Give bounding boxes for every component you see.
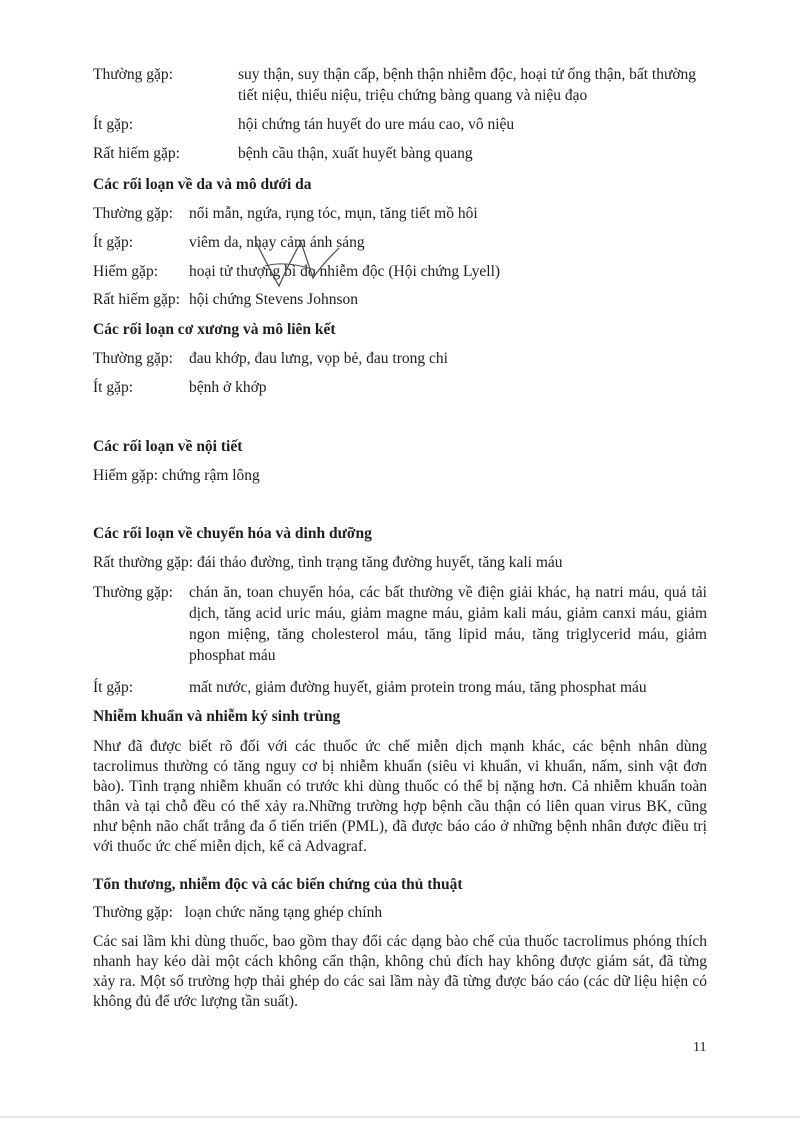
endocrine-heading: Các rối loạn về nội tiết: [93, 438, 243, 455]
metabolism-very-common-label: Rất thường gặp:: [93, 554, 194, 571]
skin-very-rare-text: hội chứng Stevens Johnson: [189, 291, 358, 308]
skin-very-rare-label: Rất hiếm gặp:: [93, 291, 180, 308]
injury-common-text: loạn chức năng tạng ghép chính: [184, 904, 383, 921]
metabolism-very-common-line: [93, 553, 563, 573]
skin-rare-text: hoại tử thượng bì do nhiễm độc (Hội chứng Lyell): [189, 263, 501, 280]
musculo-uncommon-text: bệnh ở khớp: [189, 379, 267, 396]
metabolism-uncommon-text: mất nước, giảm đường huyết, giảm protein trong máu, tăng phosphat máu: [189, 679, 647, 696]
musculo-common-label: Thường gặp:: [93, 350, 173, 367]
infections-paragraph: Như đã được biết rõ đối với các thuốc ức chế miễn dịch mạnh khác, các bệnh nhân dùng tacrolimus thường có tăng nguy cơ bị nhiễm khuẩn (siêu vi khuẩn, vi khuẩn, nấm, sinh vật đơn bào). Tình trạng nhiễm khuẩn có trước khi dùng thuốc có thể bị nặng hơn. Cả nhiễm khuẩn toàn thân và tại chỗ đều có thể xảy ra.Những trường hợp bệnh cầu thận có liên quan virus BK, cũng như bệnh não chất trắng đa ổ tiến triển (PML), đã được báo cáo ở những bệnh nhân được điều trị với thuốc ức chế miễn dịch, kể cả Advagraf.: [93, 738, 707, 855]
endocrine-rare-label: Hiếm gặp:: [93, 467, 158, 484]
musculo-heading: Các rối loạn cơ xương và mô liên kết: [93, 321, 336, 338]
metabolism-heading: Các rối loạn về chuyển hóa và dinh dưỡng: [93, 525, 372, 542]
skin-common-label: Thường gặp:: [93, 205, 173, 222]
page-number: 11: [693, 1040, 707, 1055]
metabolism-common-text: chán ăn, toan chuyển hóa, các bất thường về điện giải khác, hạ natri máu, quá tải dịch, tăng acid uric máu, giảm magne máu, giảm kali máu, giảm canxi máu, giảm ngon miệng, tăng cholesterol máu, tăng lipid máu, tăng triglycerid máu, giảm phosphat máu: [189, 584, 707, 664]
renal-common-text: suy thận, suy thận cấp, bệnh thận nhiễm độc, hoại tử ống thận, bất thường tiết niệu, thiểu niệu, triệu chứng bàng quang và niệu đạo: [238, 66, 697, 104]
skin-heading: Các rối loạn về da và mô dưới da: [93, 176, 312, 193]
metabolism-very-common-text: đái tháo đường, tình trạng tăng đường huyết, tăng kali máu: [197, 554, 563, 571]
renal-uncommon-label: Ít gặp:: [93, 116, 134, 133]
metabolism-common-label: Thường gặp:: [93, 584, 173, 601]
musculo-common-text: đau khớp, đau lưng, vọp bẻ, đau trong chi: [189, 350, 448, 367]
renal-common-label: Thường gặp:: [93, 66, 173, 83]
injury-paragraph: Các sai lầm khi dùng thuốc, bao gồm thay đổi các dạng bào chế của thuốc tacrolimus phóng thích nhanh hay kéo dài một cách không cẩn thận, không chủ đích hay không được giám sát, đã từng xảy ra. Một số trường hợp thải ghép do các sai lầm này đã từng được báo cáo (các dữ liệu hiện có không đủ để ước lượng tần suất).: [93, 933, 707, 1010]
skin-uncommon-text: viêm da, nhạy cảm ánh sáng: [189, 234, 365, 251]
skin-uncommon-label: Ít gặp:: [93, 234, 134, 251]
musculo-uncommon-label: Ít gặp:: [93, 379, 134, 396]
injury-common-line: [93, 903, 382, 923]
infections-heading: Nhiễm khuẩn và nhiễm ký sinh trùng: [93, 708, 341, 725]
renal-very-rare-text: bệnh cầu thận, xuất huyết bàng quang: [238, 145, 473, 162]
renal-uncommon-text: hội chứng tán huyết do ure máu cao, vô niệu: [238, 116, 515, 133]
skin-common-text: nổi mẫn, ngứa, rụng tóc, mụn, tăng tiết mồ hôi: [189, 205, 478, 222]
injury-common-label: Thường gặp:: [93, 904, 173, 921]
injury-heading: Tổn thương, nhiễm độc và các biến chứng của thủ thuật: [93, 876, 463, 893]
scan-edge-divider: [0, 1116, 800, 1118]
metabolism-uncommon-label: Ít gặp:: [93, 679, 134, 696]
endocrine-rare-line: [93, 466, 260, 486]
endocrine-rare-text: chứng rậm lông: [161, 467, 260, 484]
renal-very-rare-label: Rất hiếm gặp:: [93, 145, 180, 162]
handwritten-signature: [235, 226, 345, 296]
skin-rare-label: Hiếm gặp:: [93, 263, 158, 280]
